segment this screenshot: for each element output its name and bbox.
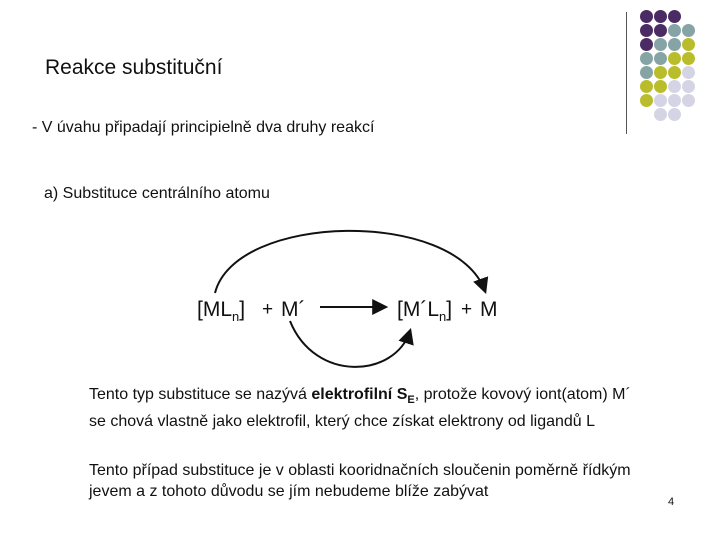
paragraph1-before: Tento typ substituce se nazývá <box>89 386 312 403</box>
paragraph-electrophilic <box>89 384 649 432</box>
lower-curved-arrow <box>290 321 410 367</box>
decorative-dot <box>668 24 681 37</box>
decorative-dot <box>654 52 667 65</box>
decorative-dot <box>668 38 681 51</box>
decorative-dot <box>640 38 653 51</box>
decorative-dot <box>682 38 695 51</box>
page-number: 4 <box>668 496 675 508</box>
decorative-dot <box>668 108 681 121</box>
decorative-dot <box>640 10 653 23</box>
upper-curved-arrow <box>215 231 485 293</box>
decorative-dot <box>654 66 667 79</box>
reagent-metal: M´ <box>281 298 306 321</box>
term-subscript: E <box>407 394 415 407</box>
decorative-dot <box>640 80 653 93</box>
reactant-subscript: n <box>232 309 240 324</box>
reactant-formula: [ML <box>197 298 233 321</box>
term-electrophilic: elektrofilní $S_E$ <box>311 386 415 407</box>
paragraph1-after: , protože kovový iont(atom) M´ se chová vlastně jako elektrofil, který chce získat elektrony od ligandů L <box>89 386 631 431</box>
decorative-dot <box>682 24 695 37</box>
decorative-dot <box>682 94 695 107</box>
reactant-bracket: ] <box>239 298 246 321</box>
leaving-metal: M <box>480 298 498 321</box>
decorative-dot <box>668 10 681 23</box>
product-formula: [M´L <box>397 298 439 321</box>
decorative-dot <box>640 52 653 65</box>
decorative-dot <box>654 10 667 23</box>
decorative-dot <box>682 66 695 79</box>
decorative-dot <box>682 80 695 93</box>
decorative-dot <box>668 52 681 65</box>
decorative-dot <box>640 94 653 107</box>
decorative-dot <box>640 24 653 37</box>
decorative-dot <box>654 24 667 37</box>
decorative-dot <box>654 94 667 107</box>
decorative-dot <box>682 52 695 65</box>
svg-text:[MLn] <box>197 298 245 324</box>
decorative-dot <box>654 80 667 93</box>
plus-sign-2: + <box>461 299 473 320</box>
svg-text:[M´Ln] <box>397 298 452 324</box>
product-subscript: n <box>439 309 447 324</box>
slide-title: Reakce substituční <box>45 56 223 79</box>
subheading-central-atom: a) Substituce centrálního atomu <box>44 185 270 202</box>
plus-sign-1: + <box>262 299 274 320</box>
decorative-dot <box>668 94 681 107</box>
reaction-diagram <box>195 223 515 393</box>
paragraph-rare-case: Tento případ substituce je v oblasti kooridnačních sloučenin poměrně řídkým jevem a z tohoto důvodu se jím nebudeme blíže zabývat <box>89 462 631 500</box>
decorative-dot <box>654 38 667 51</box>
decorative-dot <box>654 108 667 121</box>
decorative-dot <box>668 66 681 79</box>
decorative-dot <box>640 66 653 79</box>
product-bracket: ] <box>446 298 453 321</box>
decorative-dot <box>668 80 681 93</box>
intro-text: - V úvahu připadají principielně dva druhy reakcí <box>32 119 375 136</box>
